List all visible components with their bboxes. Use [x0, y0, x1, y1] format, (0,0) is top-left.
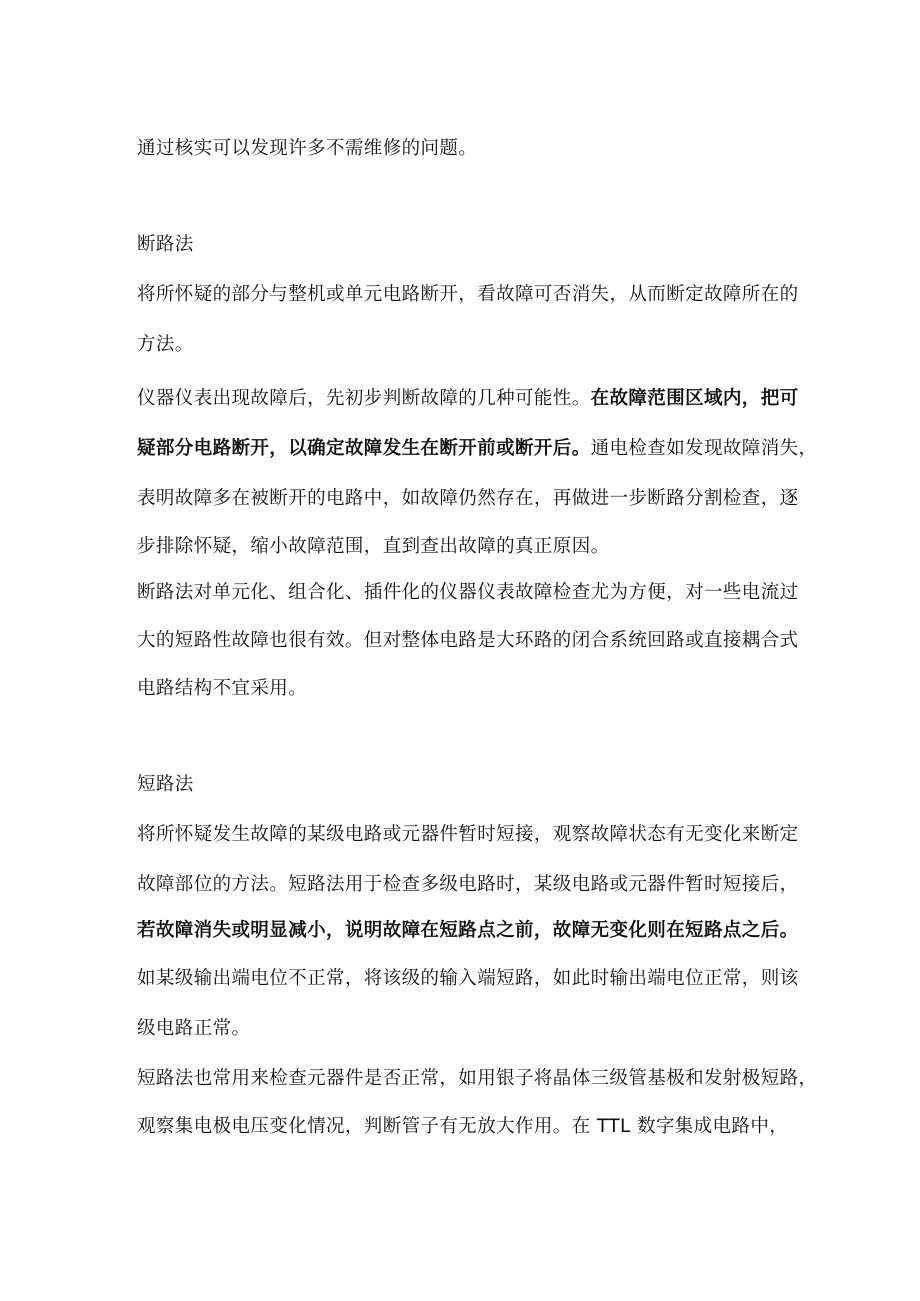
open-circuit-definition-line: 将所怀疑的部分与整机或单元电路断开，看故障可否消失，从而断定故障所在的: [137, 284, 799, 305]
bold-text-run: 疑部分电路断开，以确定故障发生在断开前或断开后。: [137, 438, 591, 459]
section-heading-short-circuit: 短路法: [137, 774, 194, 795]
short-circuit-paragraph-line: 级电路正常。: [137, 1018, 251, 1039]
open-circuit-paragraph-line: 电路结构不宜采用。: [137, 678, 308, 699]
short-circuit-paragraph-line: 故障部位的方法。短路法用于检查多级电路时，某级电路或元器件暂时短接后，: [137, 874, 799, 895]
open-circuit-paragraph-line: 断路法对单元化、组合化、插件化的仪器仪表故障检查尤为方便，对一些电流过: [137, 582, 799, 603]
section-heading-open-circuit: 断路法: [137, 234, 194, 255]
open-circuit-definition-line: 方法。: [137, 334, 194, 355]
open-circuit-paragraph-line: 表明故障多在被断开的电路中，如故障仍然存在，再做进一步断路分割检查，逐: [137, 488, 799, 509]
text-run: 仪器仪表出现故障后，先初步判断故障的几种可能性。: [137, 388, 591, 409]
open-circuit-paragraph-line: 步排除怀疑，缩小故障范围，直到查出故障的真正原因。: [137, 536, 610, 557]
bold-text-run: 在故障范围区域内，把可: [590, 388, 799, 409]
short-circuit-bold-line: 若故障消失或明显减小，说明故障在短路点之前，故障无变化则在短路点之后。: [137, 920, 799, 941]
open-circuit-paragraph-line: [137, 386, 799, 412]
open-circuit-paragraph-line: [137, 436, 817, 462]
intro-line: 通过核实可以发现许多不需维修的问题。: [137, 138, 478, 159]
short-circuit-paragraph-line: 如某级输出端电位不正常，将该级的输入端短路，如此时输出端电位正常，则该: [137, 968, 799, 989]
text-run: 通电检查如发现故障消失，: [590, 438, 818, 459]
short-circuit-paragraph-line: 短路法也常用来检查元器件是否正常，如用银子将晶体三级管基极和发射极短路，: [137, 1068, 818, 1089]
short-circuit-paragraph-line: 将所怀疑发生故障的某级电路或元器件暂时短接，观察故障状态有无变化来断定: [137, 824, 799, 845]
short-circuit-paragraph-line: 观察集电极电压变化情况，判断管子有无放大作用。在 TTL 数字集成电路中，: [137, 1116, 789, 1137]
open-circuit-paragraph-line: 大的短路性故障也很有效。但对整体电路是大环路的闭合系统回路或直接耦合式: [137, 630, 799, 651]
